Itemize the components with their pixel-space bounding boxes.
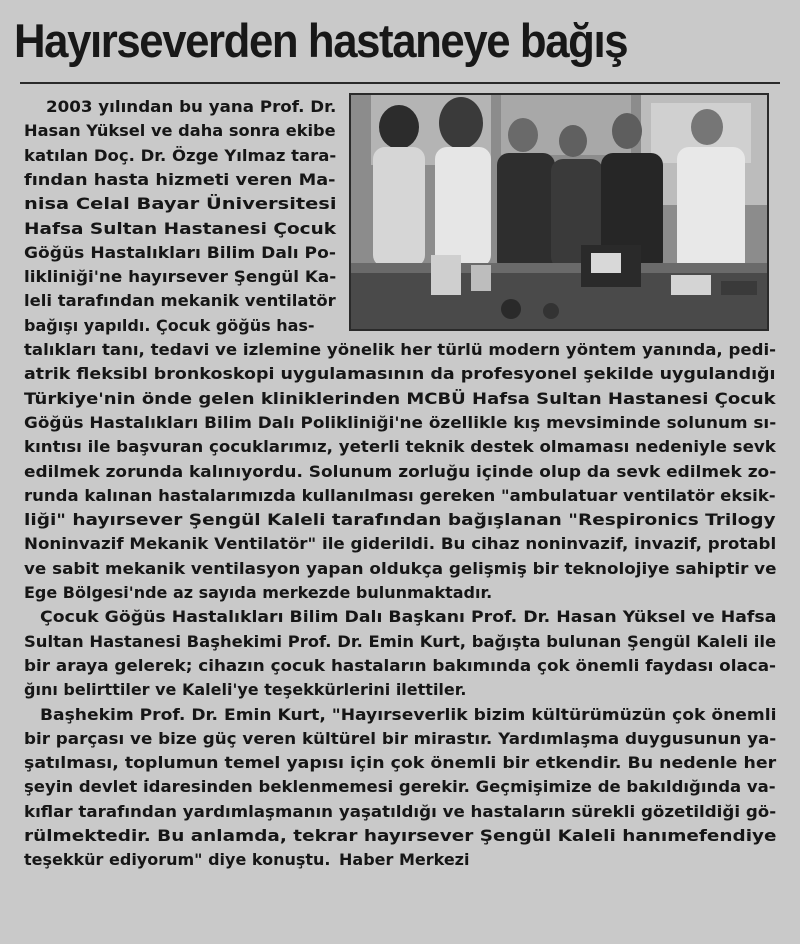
article-line: talıkları tanı, tedavi ve izlemine yönelik her türlü modern yöntem yanında, pedi- xyxy=(24,340,777,359)
article-line: teşekkür ediyorum" diye konuştu. xyxy=(24,850,331,870)
article-line: leli tarafından mekanik ventilatör xyxy=(24,291,336,311)
article-line: Ege Bölgesi'nde az sayıda merkezde bulunmaktadır. xyxy=(24,583,493,602)
article-line: rülmektedir. Bu anlamda, tekrar hayırsever Şengül Kaleli hanımefendiye xyxy=(24,826,777,845)
article-line: kıntısı ile başvuran çocuklarımız, yeterli teknik destek olmaması nedeniyle sevk xyxy=(24,437,776,457)
article-line: bir parçası ve bize güç veren kültürel bir mirastır. Yardımlaşma duygusunun ya- xyxy=(24,728,777,748)
article-line: atrik fleksibl bronkoskopi uygulamasının da profesyonel şekilde uygulandığı xyxy=(24,364,776,384)
article-line: Göğüs Hastalıkları Bilim Dalı Po- xyxy=(24,242,336,262)
headline-rule xyxy=(20,82,780,84)
article-line: liği" hayırsever Şengül Kaleli tarafından bağışlanan "Respironics Trilogy xyxy=(24,510,776,530)
article-line: katılan Doç. Dr. Özge Yılmaz tara- xyxy=(24,145,337,165)
article-line: Hasan Yüksel ve daha sonra ekibe xyxy=(24,121,336,141)
article-line: bağışı yapıldı. Çocuk göğüs has- xyxy=(24,315,315,335)
article-line: Hafsa Sultan Hastanesi Çocuk xyxy=(24,218,337,238)
article-line: fından hasta hizmeti veren Ma- xyxy=(24,169,336,189)
article-line: Göğüs Hastalıkları Bilim Dalı Polikliniği'ne özellikle kış mevsiminde solunum sı- xyxy=(24,412,777,432)
article-line: ve sabit mekanik ventilasyon yapan oldukça gelişmiş bir teknolojiye sahiptir ve xyxy=(24,558,777,578)
article-photo xyxy=(349,93,769,331)
article-line: nisa Celal Bayar Üniversitesi xyxy=(24,194,337,214)
article-line: ğını belirttiler ve Kaleli'ye teşekkürlerini ilettiler. xyxy=(24,680,467,700)
article-line: Çocuk Göğüs Hastalıkları Bilim Dalı Başkanı Prof. Dr. Hasan Yüksel ve Hafsa xyxy=(40,607,777,627)
article-line: Başhekim Prof. Dr. Emin Kurt, "Hayırseverlik bizim kültürümüzün çok önemli xyxy=(40,704,777,724)
article-line: bir araya gelerek; cihazın çocuk hastaların bakımında çok önemli faydası olaca- xyxy=(24,655,777,675)
byline: Haber Merkezi xyxy=(339,850,470,870)
article-line: şeyin devlet idaresinden beklenmemesi gerekir. Geçmişimize de bakıldığında va- xyxy=(24,777,776,797)
article-line: runda kalınan hastalarımızda kullanılması gereken "ambulatuar ventilatör eksik- xyxy=(24,485,776,505)
article-line: Noninvazif Mekanik Ventilatör" ile giderildi. Bu cihaz noninvazif, invazif, protabl xyxy=(24,534,777,554)
article-line: şatılması, toplumun temel yapısı için çok önemli bir etkendir. Bu nedenle her xyxy=(24,753,777,773)
article-line: Sultan Hastanesi Başhekimi Prof. Dr. Emin Kurt, bağışta bulunan Şengül Kaleli ile xyxy=(24,631,777,651)
article-line: Türkiye'nin önde gelen kliniklerinden MCBÜ Hafsa Sultan Hastanesi Çocuk xyxy=(24,388,776,408)
article-line: likliniği'ne hayırsever Şengül Ka- xyxy=(24,267,337,287)
article-line: kıflar tarafından yardımlaşmanın yaşatıldığı ve hastaların sürekli gözetildiği gö- xyxy=(24,801,777,821)
article-line: 2003 yılından bu yana Prof. Dr. xyxy=(46,97,337,116)
article-line: edilmek zorunda kalınıyordu. Solunum zorluğu içinde olup da sevk edilmek zo- xyxy=(24,461,777,481)
headline: Hayırseverden hastaneye bağış xyxy=(14,14,628,67)
